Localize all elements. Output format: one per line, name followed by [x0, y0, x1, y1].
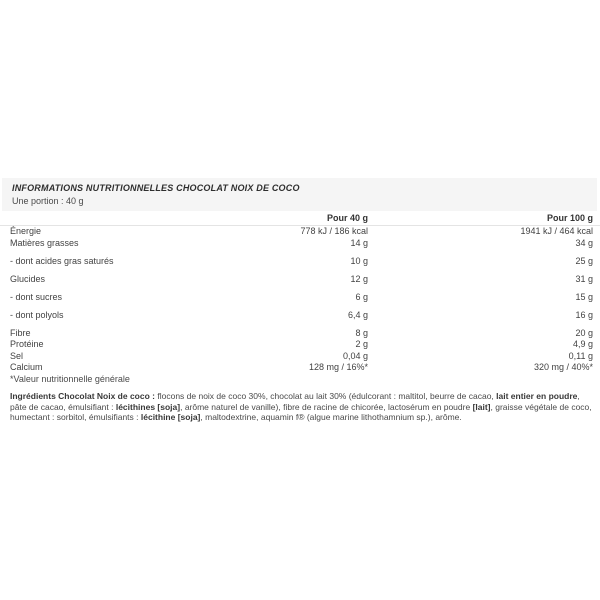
table-row [0, 362, 600, 374]
row-value-100g: 4,9 g [572, 339, 593, 350]
row-label: Matières grasses [10, 237, 79, 248]
portion-size-text: Une portion : 40 g [12, 196, 84, 206]
row-value-40g: 6 g [355, 291, 368, 302]
table-row [0, 328, 600, 340]
table-row [0, 226, 600, 238]
row-value-40g: 2 g [355, 339, 368, 350]
row-value-100g: 16 g [575, 309, 593, 320]
table-row [0, 256, 600, 268]
row-label: Fibre [10, 327, 31, 338]
nutrition-header-block [2, 178, 597, 211]
row-value-40g: 0,04 g [342, 350, 368, 361]
table-row [0, 310, 600, 322]
table-header-row [0, 213, 600, 225]
row-value-40g: 128 mg / 16%* [308, 362, 368, 373]
ingredients-segment: lait entier en poudre [496, 391, 578, 401]
column-header-per-100g: Pour 100 g [546, 213, 593, 223]
row-label: - dont sucres [10, 291, 63, 302]
table-row [0, 292, 600, 304]
nutrition-title: INFORMATIONS NUTRITIONNELLES CHOCOLAT NOIX DE COCO [12, 183, 300, 193]
column-header-per-40g: Pour 40 g [326, 213, 368, 223]
row-value-100g: 320 mg / 40%* [533, 362, 593, 373]
row-value-100g: 25 g [575, 255, 593, 266]
ingredients-segment: lécithines [soja] [115, 401, 181, 412]
row-value-40g: 8 g [355, 327, 368, 338]
row-value-100g: 0,11 g [568, 350, 593, 361]
nutrition-panel [0, 178, 600, 423]
row-value-100g: 31 g [575, 273, 593, 284]
row-label: - dont polyols [10, 309, 64, 320]
table-row [0, 274, 600, 286]
row-label: Énergie [10, 226, 42, 237]
row-value-100g: 1941 kJ / 464 kcal [520, 226, 593, 237]
row-label: Calcium [10, 362, 43, 373]
ingredients-segment: [lait] [472, 401, 491, 412]
row-value-40g: 778 kJ / 186 kcal [300, 226, 368, 237]
row-value-40g: 12 g [350, 273, 368, 284]
table-row [0, 238, 600, 250]
row-value-40g: 10 g [350, 255, 368, 266]
nutrition-table [0, 213, 600, 385]
row-value-100g: 20 g [575, 327, 593, 338]
row-label: Protéine [10, 339, 44, 350]
ingredients-segment: , pâte de cacao, émulsifiant : [10, 391, 580, 412]
table-row [0, 339, 600, 351]
ingredients-segment: flocons de noix de coco 30%, chocolat au lait 30% (édulcorant : maltitol, beurre de cacao, [157, 391, 497, 401]
row-label: - dont acides gras saturés [10, 255, 114, 266]
row-value-40g: 6,4 g [347, 309, 368, 320]
ingredients-segment: , arôme naturel de vanille), fibre de racine de chicorée, lactosérum en poudre [180, 401, 473, 412]
table-footnote: *Valeur nutritionnelle générale [10, 374, 130, 385]
ingredients-segment: , maltodextrine, aquamin f® (algue marine lithothamnium sp.), arôme. [200, 412, 462, 422]
table-row [0, 351, 600, 363]
ingredients-segment: Ingrédients Chocolat Noix de coco : [10, 391, 158, 401]
row-value-100g: 34 g [575, 237, 593, 248]
ingredients-text [10, 391, 592, 423]
row-value-40g: 14 g [350, 237, 368, 248]
row-label: Glucides [10, 273, 46, 284]
row-label: Sel [10, 350, 24, 361]
ingredients-segment: , graisse végétale de coco, humectant : sorbitol, émulsifiants : [10, 401, 592, 422]
row-value-100g: 15 g [575, 291, 593, 302]
ingredients-segment: lécithine [soja] [140, 412, 201, 422]
